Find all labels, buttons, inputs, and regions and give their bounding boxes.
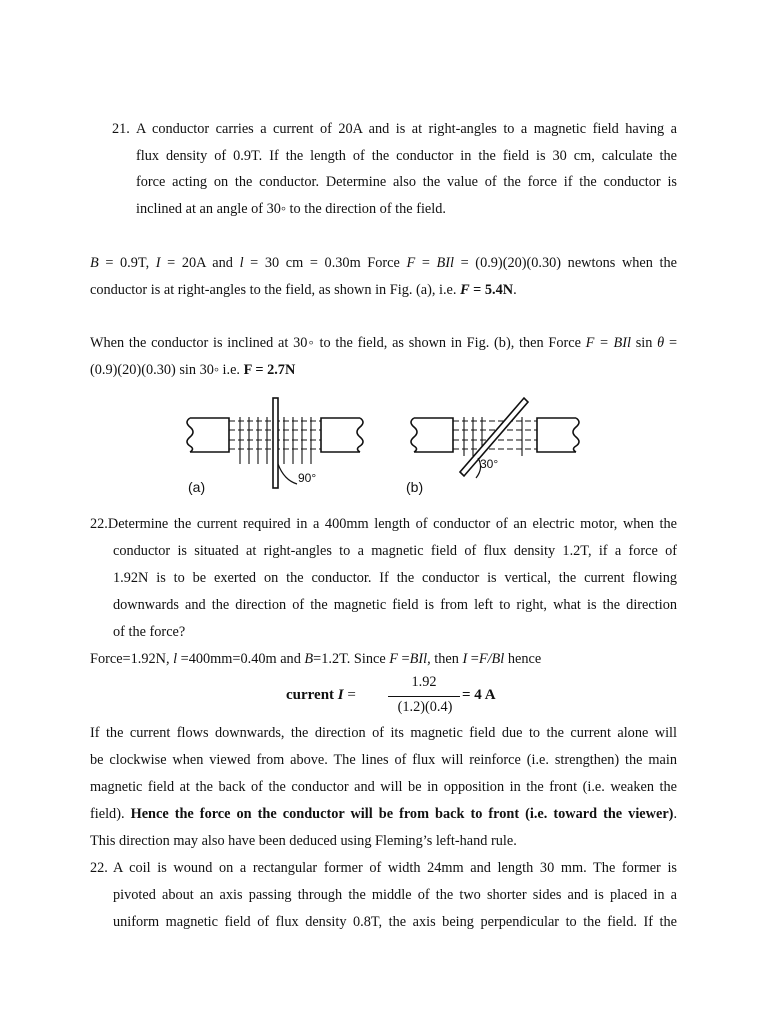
q23-line-2: pivoted about an axis passing through the middle of the two shorter sides and is placed in a <box>113 887 677 903</box>
q21-line-1: A conductor carries a current of 20A and is at right-angles to a magnetic field having a <box>136 121 677 137</box>
magnet-pole-left-a <box>187 418 229 452</box>
sol21b-line-2: (0.9)(20)(0.30) sin 30◦ i.e. F = 2.7N <box>90 362 296 378</box>
q21-line-2: flux density of 0.9T. If the length of the conductor in the field is 30 cm, calculate the <box>136 148 677 164</box>
q22-line-5: of the force? <box>113 624 186 640</box>
figure-a <box>187 398 363 488</box>
angle-label-a: 90° <box>298 471 317 485</box>
sol22-explain-4: field). Hence the force on the conductor will be from back to front (i.e. toward the viewer). <box>90 806 678 822</box>
q23-line-1: A coil is wound on a rectangular former of width 24mm and length 30 mm. The former is <box>113 860 677 876</box>
q22-line-1: 22.Determine the current required in a 400mm length of conductor of an electric motor, when the <box>90 516 677 532</box>
equation-denominator: (1.2)(0.4) <box>397 699 453 715</box>
equation-result: = 4 A <box>462 687 496 703</box>
q21-line-3: force acting on the conductor. Determine also the value of the force if the conductor is <box>136 174 677 190</box>
angle-label-b: 30° <box>480 457 499 471</box>
conductor-field-figure <box>180 394 590 500</box>
figure-label-b: (b) <box>406 479 424 495</box>
sol22-rule: This direction may also have been deduced using Fleming’s left-hand rule. <box>90 833 517 849</box>
q23-number: 22. <box>90 860 108 876</box>
magnet-pole-right-b <box>537 418 579 452</box>
conductor-a <box>273 398 278 488</box>
q21-number: 21. <box>112 121 130 137</box>
sol21b-line-1: When the conductor is inclined at 30◦ to the field, as shown in Fig. (b), then Force F = BIl sin θ = <box>90 335 678 351</box>
magnet-pole-right-a <box>321 418 363 452</box>
q22-line-2: conductor is situated at right-angles to a magnetic field of flux density 1.2T, if a force of <box>113 543 677 559</box>
sol21a-line-1: B = 0.9T, I = 20A and l = 30 cm = 0.30m Force F = BIl = (0.9)(20)(0.30) newtons when the <box>90 255 677 271</box>
angle-arc-a <box>278 464 297 484</box>
sol22-given: Force=1.92N, l =400mm=0.40m and B=1.2T. Since F =BIl, then I =F/Bl hence <box>90 651 542 667</box>
q22-line-4: downwards and the direction of the magnetic field is from left to right, what is the direction <box>113 597 677 613</box>
figure-label-a: (a) <box>188 479 206 495</box>
q22-line-3: 1.92N is to be exerted on the conductor. If the conductor is vertical, the current flowing <box>113 570 677 586</box>
sol22-explain-2: be clockwise when viewed from above. The lines of flux will reinforce (i.e. strengthen) the main <box>90 752 677 768</box>
equation-numerator: 1.92 <box>411 674 437 690</box>
current-equation <box>286 672 506 722</box>
magnet-pole-left-b <box>411 418 453 452</box>
q23-line-3: uniform magnetic field of flux density 0.8T, the axis being perpendicular to the field. If the <box>113 914 677 930</box>
equation-label: current I = <box>286 687 356 703</box>
sol22-explain-1: If the current flows downwards, the direction of its magnetic field due to the current alone will <box>90 725 677 741</box>
fraction-bar <box>388 696 460 697</box>
sol22-explain-3: magnetic field at the back of the conductor and will be in opposition in the front (i.e. weaken the <box>90 779 677 795</box>
q21-line-4: inclined at an angle of 30◦ to the direction of the field. <box>136 201 446 217</box>
sol21a-line-2: conductor is at right-angles to the field, as shown in Fig. (a), i.e. F = 5.4N. <box>90 282 517 298</box>
